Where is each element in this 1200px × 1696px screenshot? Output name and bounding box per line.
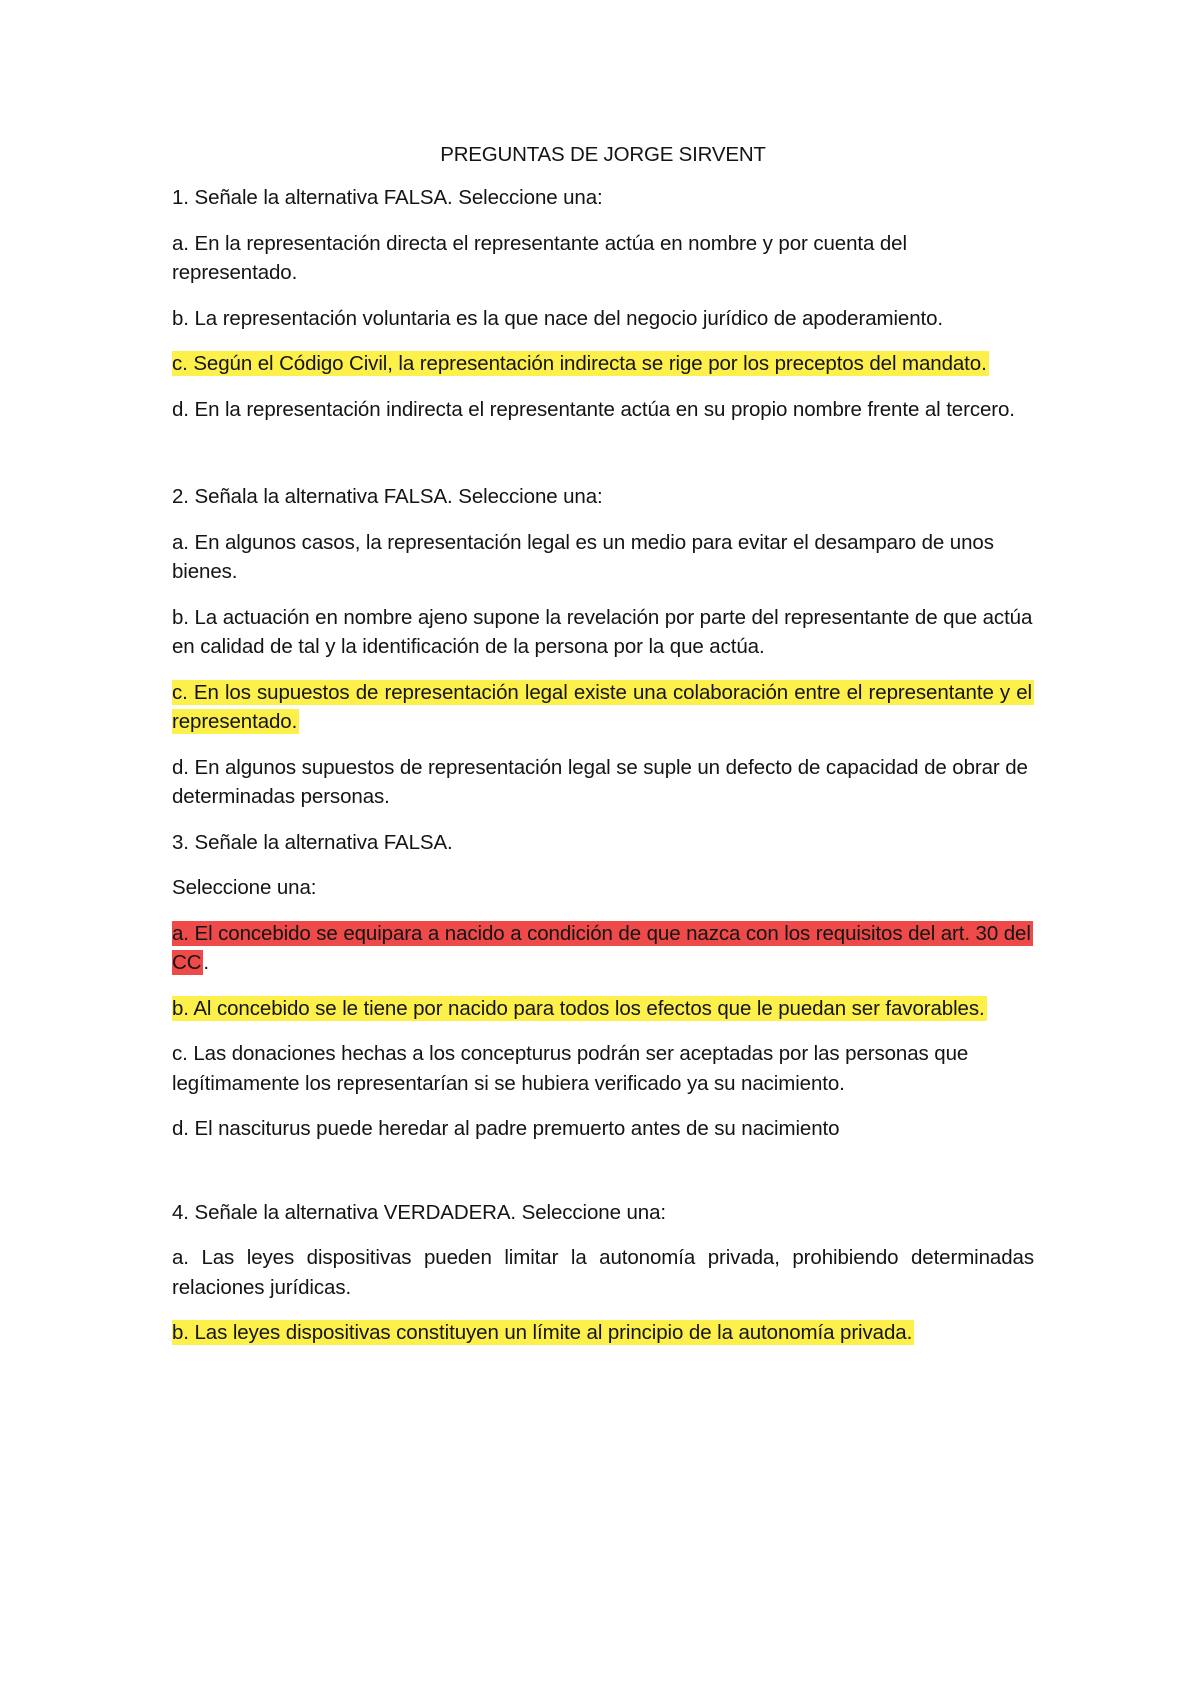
option-d (172, 753, 1034, 812)
option-b-highlighted (172, 1318, 1034, 1348)
document-page (172, 140, 1034, 1364)
option-text: b. La actuación en nombre ajeno supone la revelación por parte del representante de que actúa en calidad de tal y la identificación de la persona por la que actúa. (172, 605, 1033, 658)
question-heading: 1. Señale la alternativa FALSA. Seleccione una: (172, 186, 603, 209)
option-text: d. En algunos supuestos de representación legal se suple un defecto de capacidad de obrar de determinadas personas. (172, 755, 1028, 808)
option-trailing-period: . (203, 951, 210, 974)
option-text: a. Las leyes dispositivas pueden limitar la autonomía privada, prohibiendo determinadas relaciones jurídicas. (172, 1246, 1034, 1299)
option-text-highlight-red: a. El concebido se equipara a nacido a condición de que nazca con los requisitos del art. 30 del CC (172, 921, 1031, 974)
option-a (172, 1243, 1034, 1302)
question-3 (172, 828, 1034, 1144)
spacer (172, 440, 1034, 482)
question-4 (172, 1198, 1034, 1348)
option-d (172, 395, 1034, 425)
question-subheading: Seleccione una: (172, 876, 317, 899)
document-title: PREGUNTAS DE JORGE SIRVENT (440, 143, 766, 166)
question-heading: 2. Señala la alternativa FALSA. Seleccione una: (172, 485, 603, 508)
option-a (172, 528, 1034, 587)
question-2 (172, 482, 1034, 812)
option-d (172, 1114, 1034, 1144)
option-c-highlighted (172, 349, 1034, 379)
question-1 (172, 183, 1034, 424)
option-text: c. Las donaciones hechas a los concepturus podrán ser aceptadas por las personas que legítimamente los representarían si se hubiera verificado ya su nacimiento. (172, 1042, 969, 1095)
option-b-highlighted (172, 994, 1034, 1024)
option-b (172, 603, 1034, 662)
option-a-highlighted-red (172, 919, 1034, 978)
option-text-highlight: b. Al concebido se le tiene por nacido para todos los efectos que le puedan ser favorables. (172, 996, 985, 1020)
option-text: b. La representación voluntaria es la que nace del negocio jurídico de apoderamiento. (172, 306, 944, 330)
option-c (172, 1039, 1034, 1098)
option-a (172, 229, 1034, 288)
option-text: a. En la representación directa el representante actúa en nombre y por cuenta del representado. (172, 231, 907, 284)
spacer (172, 1160, 1034, 1198)
option-text: d. El nasciturus puede heredar al padre premuerto antes de su nacimiento (172, 1117, 840, 1140)
option-text: d. En la representación indirecta el representante actúa en su propio nombre frente al tercero. (172, 397, 1015, 421)
option-b (172, 304, 1034, 334)
option-text-highlight: b. Las leyes dispositivas constituyen un límite al principio de la autonomía privada. (172, 1321, 913, 1344)
option-text-highlight: c. En los supuestos de representación legal existe una colaboración entre el representante y el representado. (172, 680, 1032, 733)
option-text-highlight: c. Según el Código Civil, la representación indirecta se rige por los preceptos del mandato. (172, 352, 987, 375)
question-heading: 3. Señale la alternativa FALSA. (172, 830, 453, 854)
option-text: a. En algunos casos, la representación legal es un medio para evitar el desamparo de unos bienes. (172, 530, 994, 583)
option-c-highlighted (172, 678, 1034, 737)
question-heading: 4. Señale la alternativa VERDADERA. Seleccione una: (172, 1200, 667, 1224)
